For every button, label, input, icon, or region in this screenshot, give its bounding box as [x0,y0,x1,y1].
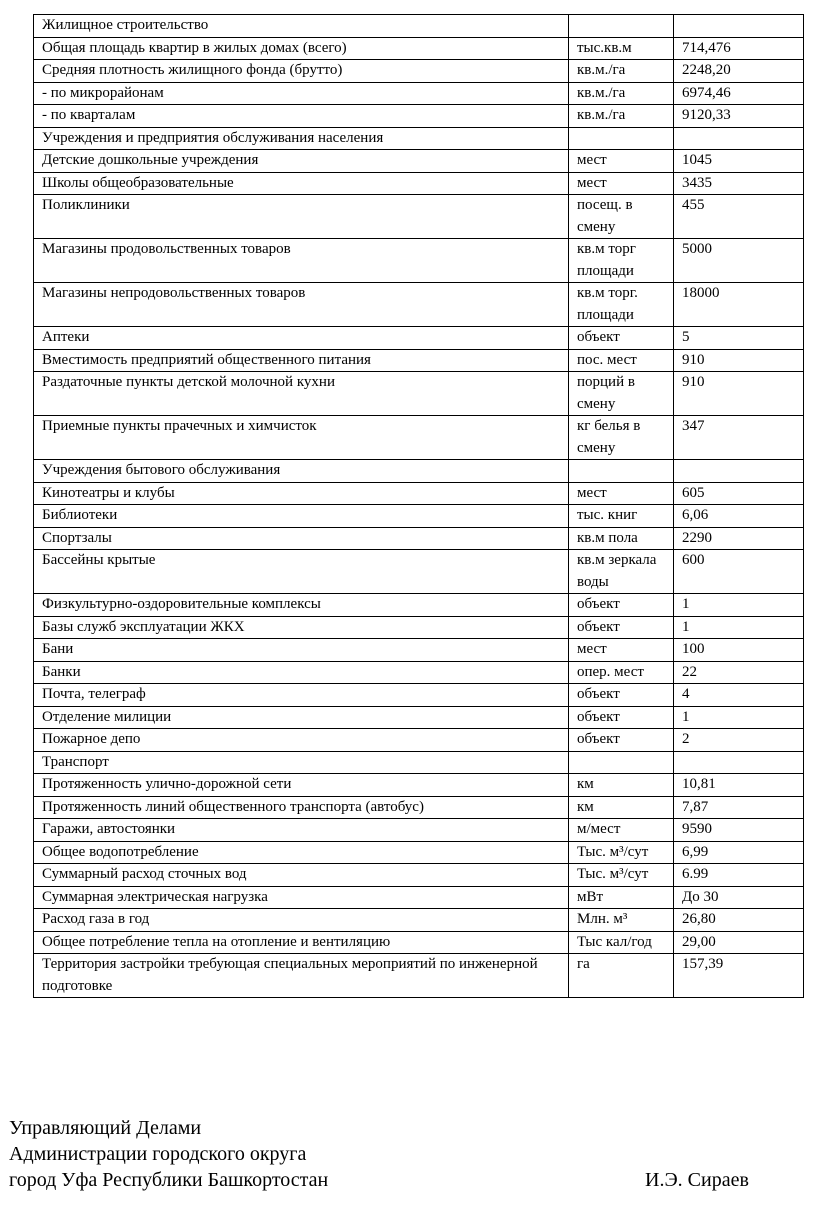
row-unit-cell: объект [569,594,674,617]
row-value-cell: 2 [674,729,804,752]
row-name-cell: Учреждения и предприятия обслуживания населения [34,127,569,150]
table-row [34,706,804,729]
table-row [34,550,804,594]
row-unit-cell: мВт [569,886,674,909]
table-row [34,372,804,416]
table-row [34,37,804,60]
row-unit-cell: км [569,796,674,819]
row-name-cell: Расход газа в год [34,909,569,932]
signature-position-line-3: город Уфа Республики Башкортостан [9,1169,329,1191]
row-name-cell: - по кварталам [34,105,569,128]
row-unit-cell: Млн. м³ [569,909,674,932]
row-unit-cell: км [569,774,674,797]
row-name-cell: Приемные пункты прачечных и химчисток [34,416,569,460]
row-value-cell: До 30 [674,886,804,909]
table-row [34,460,804,483]
row-name-cell: Общее потребление тепла на отопление и вентиляцию [34,931,569,954]
row-value-cell [674,751,804,774]
row-name-cell: Средняя плотность жилищного фонда (брутто) [34,60,569,83]
table-row [34,841,804,864]
row-unit-cell: га [569,954,674,998]
row-name-cell: Жилищное строительство [34,15,569,38]
signature-position-line-2: Администрации городского округа [9,1143,307,1165]
row-value-cell: 5000 [674,239,804,283]
row-value-cell: 10,81 [674,774,804,797]
row-name-cell: Банки [34,661,569,684]
row-name-cell: Территория застройки требующая специальных мероприятий по инженерной подготовке [34,954,569,998]
row-name-cell: Общая площадь квартир в жилых домах (всего) [34,37,569,60]
row-value-cell: 157,39 [674,954,804,998]
row-name-cell: Магазины непродовольственных товаров [34,283,569,327]
row-name-cell: - по микрорайонам [34,82,569,105]
row-unit-cell: кг белья в смену [569,416,674,460]
signature-position-line-1: Управляющий Делами [9,1117,202,1139]
row-name-cell: Пожарное депо [34,729,569,752]
row-name-cell: Гаражи, автостоянки [34,819,569,842]
row-value-cell: 6974,46 [674,82,804,105]
row-unit-cell [569,751,674,774]
row-unit-cell: тыс.кв.м [569,37,674,60]
row-name-cell: Суммарный расход сточных вод [34,864,569,887]
row-unit-cell: мест [569,172,674,195]
table-row [34,594,804,617]
row-unit-cell: м/мест [569,819,674,842]
table-row [34,616,804,639]
row-name-cell: Школы общеобразовательные [34,172,569,195]
row-value-cell: 714,476 [674,37,804,60]
row-value-cell: 6,99 [674,841,804,864]
row-unit-cell: кв.м зеркала воды [569,550,674,594]
row-name-cell: Вместимость предприятий общественного питания [34,349,569,372]
row-name-cell: Поликлиники [34,195,569,239]
row-name-cell: Аптеки [34,327,569,350]
table-row [34,796,804,819]
table-row [34,751,804,774]
row-name-cell: Общее водопотребление [34,841,569,864]
row-name-cell: Почта, телеграф [34,684,569,707]
row-value-cell: 600 [674,550,804,594]
row-unit-cell: объект [569,327,674,350]
row-unit-cell: посещ. в смену [569,195,674,239]
row-value-cell: 455 [674,195,804,239]
row-name-cell: Бани [34,639,569,662]
row-value-cell: 910 [674,372,804,416]
row-unit-cell [569,15,674,38]
row-unit-cell: кв.м торг площади [569,239,674,283]
row-value-cell: 1 [674,706,804,729]
table-row [34,864,804,887]
row-value-cell: 1045 [674,150,804,173]
table-row [34,661,804,684]
row-value-cell: 9590 [674,819,804,842]
row-value-cell: 3435 [674,172,804,195]
row-value-cell: 26,80 [674,909,804,932]
row-unit-cell: объект [569,684,674,707]
row-unit-cell: порций в смену [569,372,674,416]
row-value-cell: 18000 [674,283,804,327]
row-value-cell [674,15,804,38]
table-row [34,819,804,842]
row-value-cell: 2248,20 [674,60,804,83]
row-unit-cell: Тыс кал/год [569,931,674,954]
table-row [34,774,804,797]
row-unit-cell: кв.м./га [569,105,674,128]
row-unit-cell: кв.м торг. площади [569,283,674,327]
row-value-cell: 347 [674,416,804,460]
table-row [34,931,804,954]
row-unit-cell: кв.м./га [569,60,674,83]
table-row [34,684,804,707]
row-value-cell: 22 [674,661,804,684]
signature-block [9,1115,328,1193]
table-row [34,482,804,505]
row-unit-cell: объект [569,706,674,729]
row-unit-cell: пос. мест [569,349,674,372]
row-unit-cell [569,460,674,483]
row-value-cell: 100 [674,639,804,662]
row-unit-cell: мест [569,482,674,505]
row-name-cell: Библиотеки [34,505,569,528]
row-unit-cell: мест [569,150,674,173]
signer-name: И.Э. Сираев [645,1169,749,1191]
table-row [34,527,804,550]
table-row [34,105,804,128]
table-row [34,15,804,38]
row-name-cell: Базы служб эксплуатации ЖКХ [34,616,569,639]
row-value-cell: 5 [674,327,804,350]
table-row [34,150,804,173]
row-value-cell: 7,87 [674,796,804,819]
table-row [34,172,804,195]
table-row [34,60,804,83]
row-unit-cell: кв.м пола [569,527,674,550]
row-name-cell: Раздаточные пункты детской молочной кухни [34,372,569,416]
row-unit-cell: Тыс. м³/сут [569,841,674,864]
table-row [34,127,804,150]
indicators-table-body [34,15,804,998]
row-name-cell: Кинотеатры и клубы [34,482,569,505]
row-unit-cell: кв.м./га [569,82,674,105]
row-name-cell: Протяженность улично-дорожной сети [34,774,569,797]
row-value-cell: 29,00 [674,931,804,954]
row-unit-cell: объект [569,729,674,752]
row-name-cell: Спортзалы [34,527,569,550]
row-unit-cell: объект [569,616,674,639]
row-value-cell: 9120,33 [674,105,804,128]
row-unit-cell [569,127,674,150]
row-value-cell: 1 [674,616,804,639]
row-name-cell: Физкультурно-оздоровительные комплексы [34,594,569,617]
row-value-cell [674,460,804,483]
row-value-cell: 2290 [674,527,804,550]
row-name-cell: Суммарная электрическая нагрузка [34,886,569,909]
table-row [34,505,804,528]
table-row [34,283,804,327]
row-value-cell: 6,06 [674,505,804,528]
row-value-cell [674,127,804,150]
row-value-cell: 910 [674,349,804,372]
row-unit-cell: Тыс. м³/сут [569,864,674,887]
row-name-cell: Отделение милиции [34,706,569,729]
indicators-table [33,14,804,998]
table-row [34,327,804,350]
row-value-cell: 6.99 [674,864,804,887]
table-row [34,195,804,239]
row-name-cell: Магазины продовольственных товаров [34,239,569,283]
table-row [34,886,804,909]
table-row [34,909,804,932]
row-unit-cell: опер. мест [569,661,674,684]
row-unit-cell: мест [569,639,674,662]
row-name-cell: Транспорт [34,751,569,774]
table-row [34,639,804,662]
row-value-cell: 605 [674,482,804,505]
table-row [34,349,804,372]
table-row [34,954,804,998]
row-value-cell: 1 [674,594,804,617]
table-row [34,239,804,283]
row-name-cell: Протяженность линий общественного транспорта (автобус) [34,796,569,819]
table-row [34,729,804,752]
document-table-container [33,14,803,998]
row-unit-cell: тыс. книг [569,505,674,528]
table-row [34,82,804,105]
row-name-cell: Учреждения бытового обслуживания [34,460,569,483]
table-row [34,416,804,460]
row-value-cell: 4 [674,684,804,707]
row-name-cell: Бассейны крытые [34,550,569,594]
row-name-cell: Детские дошкольные учреждения [34,150,569,173]
